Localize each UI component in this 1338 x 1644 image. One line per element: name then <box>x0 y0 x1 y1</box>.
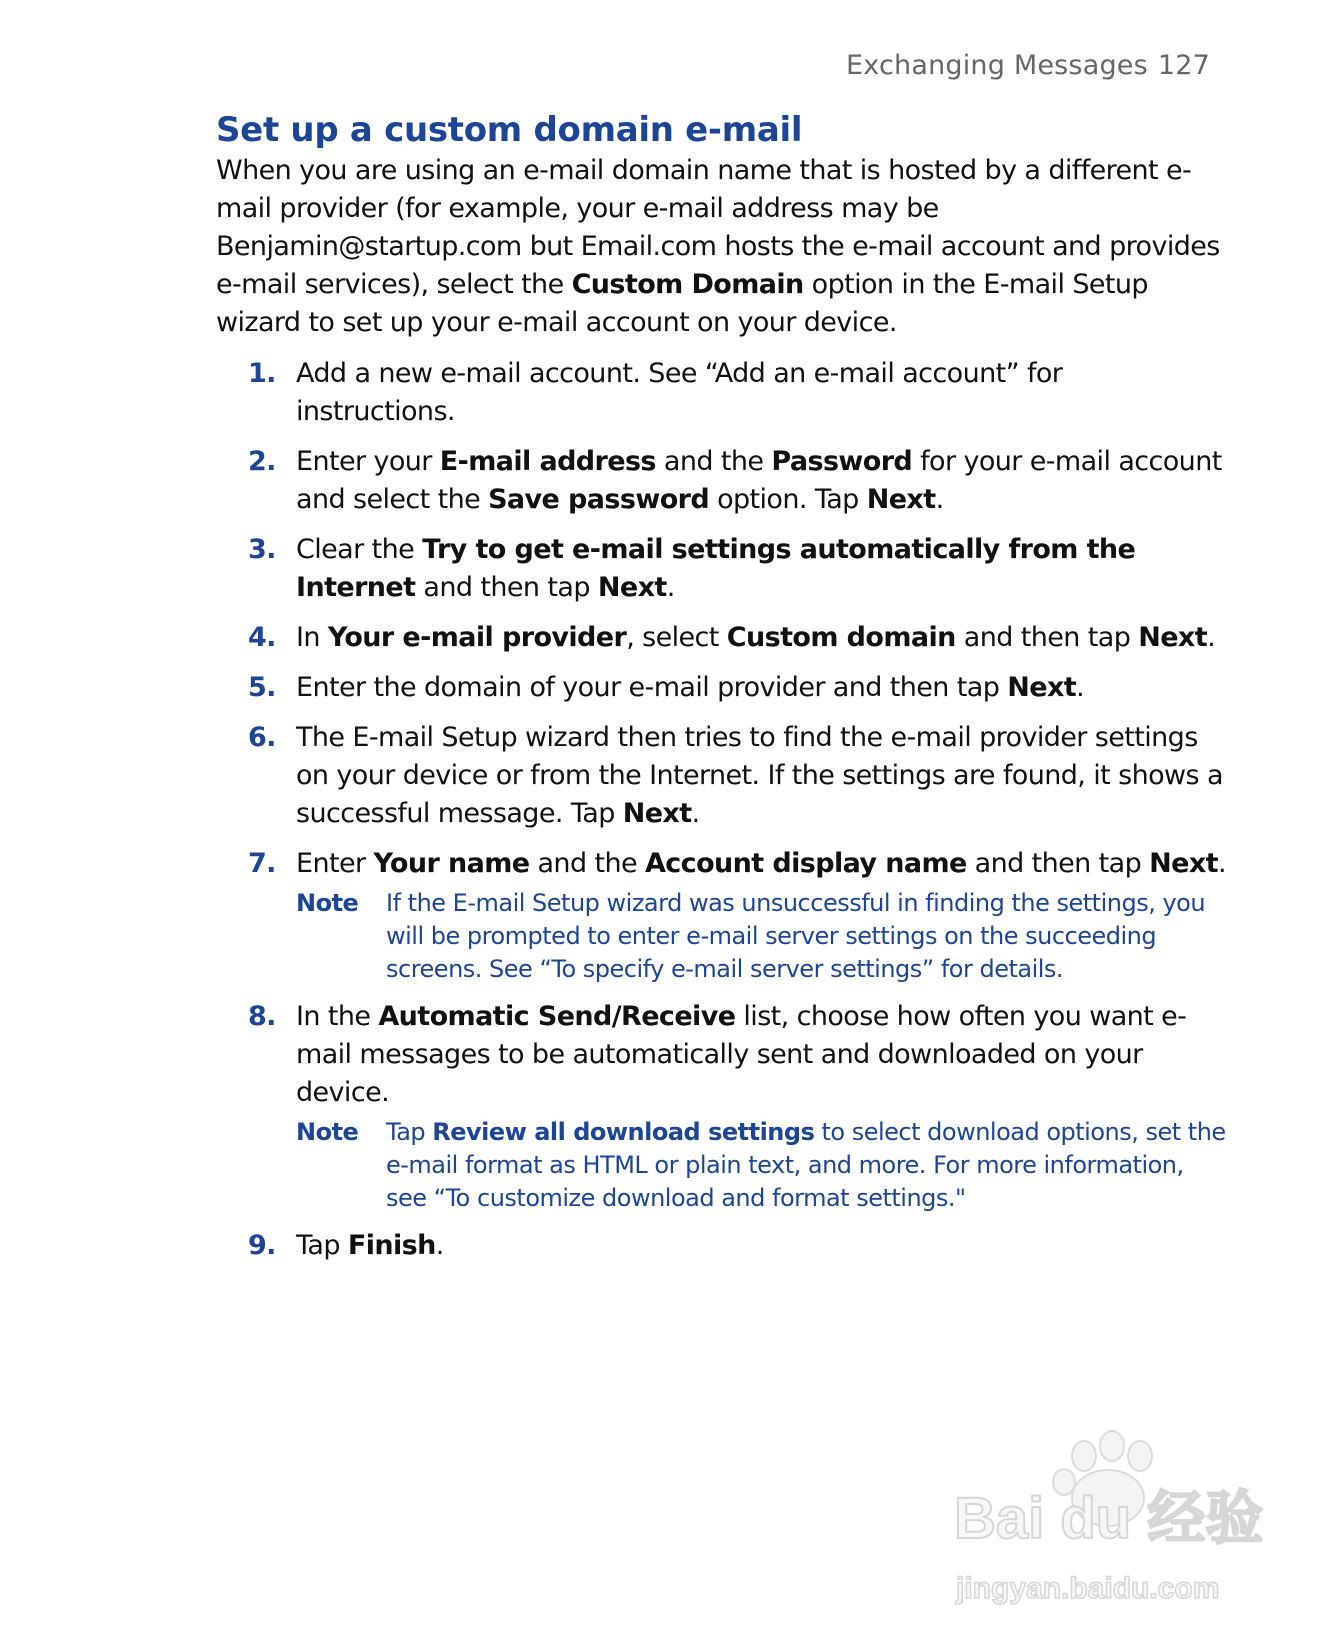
step-number: 3. <box>248 534 276 565</box>
step-3: 3. Clear the Try to get e-mail settings automatically from the Internet and then tap Next. <box>216 531 1226 607</box>
section-title: Exchanging Messages <box>846 50 1148 81</box>
step-number: 5. <box>248 672 276 703</box>
step-1: 1. Add a new e-mail account. See “Add an e-mail account” for instructions. <box>216 355 1226 431</box>
intro-paragraph: When you are using an e-mail domain name that is hosted by a different e-mail provider (for example, your e-mail address may be Benjamin@startup.com but Email.com hosts the e-mail account and provides e-mail services), select the Custom Domain option in the E-mail Setup wizard to set up your e-mail account on your device. <box>216 155 1220 338</box>
step-number: 1. <box>248 358 276 389</box>
paw-toe-icon <box>1072 1441 1096 1471</box>
step-number: 6. <box>248 722 276 753</box>
step-number: 4. <box>248 622 276 653</box>
steps-list <box>216 355 1226 1265</box>
note-block: Note Tap Review all download settings to select download options, set the e-mail format as HTML or plain text, and more. For more information, see “To customize download and format settings." <box>296 1118 1226 1212</box>
step-7: 7. Enter Your name and the Account display name and then tap Next. Note If the E-mail Setup wizard was unsuccessful in finding the settings, you will be prompted to enter e-mail server settings on the succeeding screens. See “To specify e-mail server settings” for details. <box>216 845 1226 986</box>
step-number: 7. <box>248 848 276 879</box>
watermark-brand-text: Bai du 经验 <box>954 1486 1264 1551</box>
page-number: 127 <box>1157 50 1210 81</box>
note-label: Note <box>296 889 359 917</box>
note-block: Note If the E-mail Setup wizard was unsuccessful in finding the settings, you will be prompted to enter e-mail server settings on the succeeding screens. See “To specify e-mail server settings” for details. <box>296 889 1206 983</box>
step-2: 2. Enter your E-mail address and the Password for your e-mail account and select the Save password option. Tap Next. <box>216 443 1226 519</box>
step-5: 5. Enter the domain of your e-mail provider and then tap Next. <box>216 669 1226 707</box>
section-heading: Set up a custom domain e-mail <box>216 110 803 150</box>
step-number: 9. <box>248 1230 276 1261</box>
paw-toe-icon <box>1100 1431 1124 1461</box>
paw-toe-icon <box>1128 1441 1152 1471</box>
step-9: 9. Tap Finish. <box>216 1227 1226 1265</box>
step-4: 4. In Your e-mail provider, select Custom domain and then tap Next. <box>216 619 1226 657</box>
step-number: 8. <box>248 1001 276 1032</box>
step-8: 8. In the Automatic Send/Receive list, choose how often you want e-mail messages to be automatically sent and downloaded on your device. Note Tap Review all download settings to select download options, set the e-mail format as HTML or plain text, and more. For more information, see “To customize download and format settings." <box>216 998 1226 1215</box>
step-6: 6. The E-mail Setup wizard then tries to find the e-mail provider settings on your device or from the Internet. If the settings are found, it shows a successful message. Tap Next. <box>216 719 1226 833</box>
page-content <box>216 108 1226 1277</box>
running-header <box>846 50 1210 81</box>
baidu-watermark-logo <box>946 1420 1266 1610</box>
note-label: Note <box>296 1118 359 1146</box>
step-number: 2. <box>248 446 276 477</box>
watermark-url-text: jingyan.baidu.com <box>956 1572 1220 1605</box>
